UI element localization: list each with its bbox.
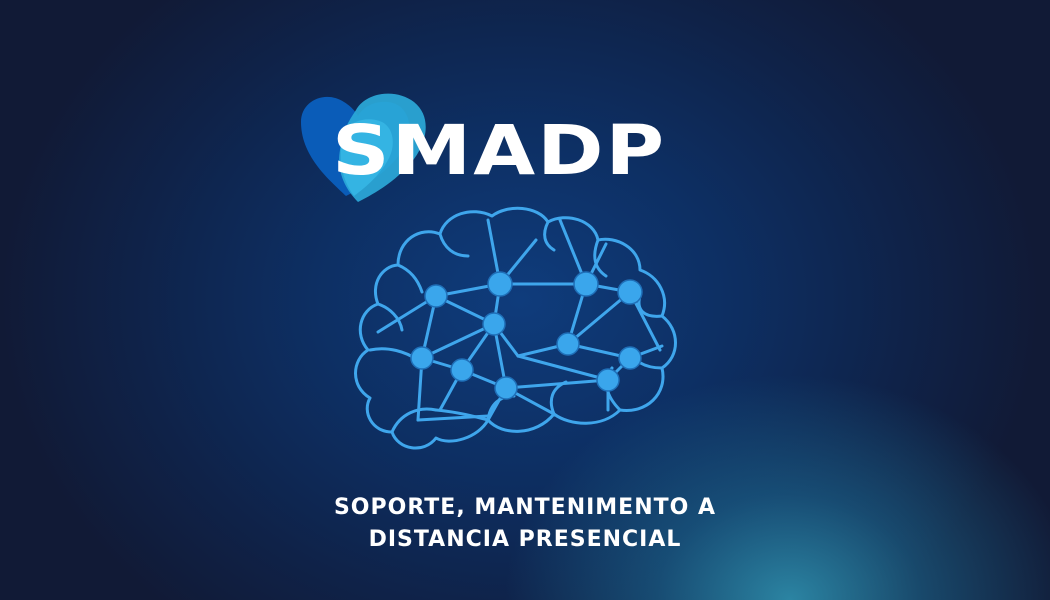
brand-name: SMADP <box>332 110 667 191</box>
tagline-line-1: SOPORTE, MANTENIMENTO A <box>333 495 717 520</box>
tagline <box>0 492 1050 556</box>
tagline-line-2: DISTANCIA PRESENCIAL <box>368 527 682 552</box>
brain-network-icon <box>340 200 710 480</box>
logo <box>296 92 736 212</box>
